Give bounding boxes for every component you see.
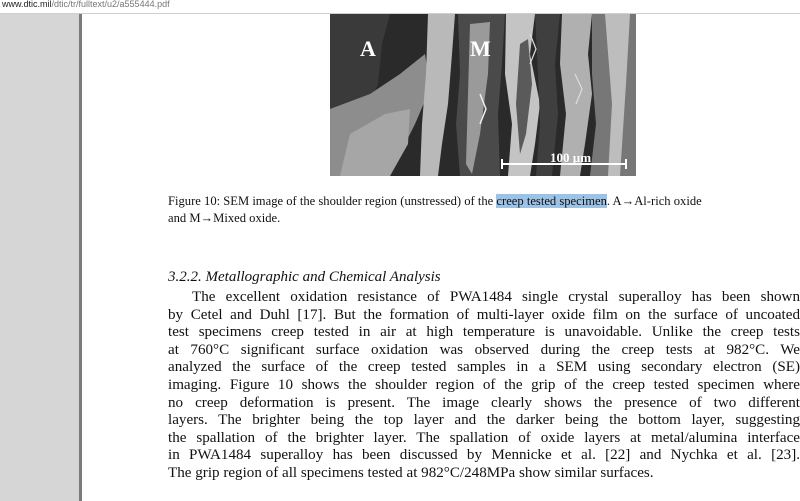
body-line: The grip region of all specimens tested at 982°C/248MPa show similar surfaces. xyxy=(168,464,654,481)
viewer-gutter xyxy=(0,14,79,501)
caption-line-2: and M→Mixed oxide. xyxy=(168,211,281,225)
pdf-page xyxy=(82,14,800,501)
oxide-label-m: M xyxy=(470,36,491,61)
body-line: the spallation of the brighter layer. The spallation of oxide layers at metal/alumina interface xyxy=(168,429,800,446)
caption-line-1 xyxy=(168,193,800,210)
caption-post: . A→Al-rich oxide xyxy=(606,194,702,208)
oxide-label-a: A xyxy=(360,36,376,61)
sem-image xyxy=(330,14,636,176)
url-domain: www.dtic.mil xyxy=(2,0,52,9)
body-line: analyzed the surface of the creep tested samples in a SEM using secondary electron (SE) xyxy=(168,359,800,376)
body-line: in PWA1484 superalloy has been discussed by Mennicke et al. [22] and Nychka et al. [23]. xyxy=(168,447,800,464)
url-text[interactable] xyxy=(2,0,170,9)
body-line: layers. The brighter being the top layer and the darker being the bottom layer, suggesting xyxy=(168,412,800,429)
caption-highlight[interactable]: creep tested specimen xyxy=(496,194,607,208)
url-path: /dtic/tr/fulltext/u2/a555444.pdf xyxy=(51,0,170,9)
body-line: imaging. Figure 10 shows the shoulder region of the grip of the creep tested specimen where xyxy=(168,376,800,393)
body-line: The excellent oxidation resistance of PWA1484 single crystal superalloy has been shown xyxy=(192,289,800,305)
body-line: test specimens creep tested in air at high temperature is unavoidable. Unlike the creep tests xyxy=(168,324,800,341)
section-heading: 3.2.2. Metallographic and Chemical Analysis xyxy=(168,269,441,285)
address-bar[interactable] xyxy=(0,0,800,14)
body-line: at 760°C significant surface oxidation was observed during the creep tests at 982°C. We xyxy=(168,341,800,358)
body-line: by Cetel and Duhl [17]. But the formation of multi-layer oxide film on the surface of uncoated xyxy=(168,306,800,323)
figure-caption xyxy=(168,193,800,227)
caption-pre: Figure 10: SEM image of the shoulder region (unstressed) of the xyxy=(168,194,497,208)
body-line: no creep deformation is present. The image clearly shows the presence of two different xyxy=(168,394,800,411)
body-paragraph xyxy=(168,289,800,483)
scale-bar-label: 100 µm xyxy=(550,150,592,165)
